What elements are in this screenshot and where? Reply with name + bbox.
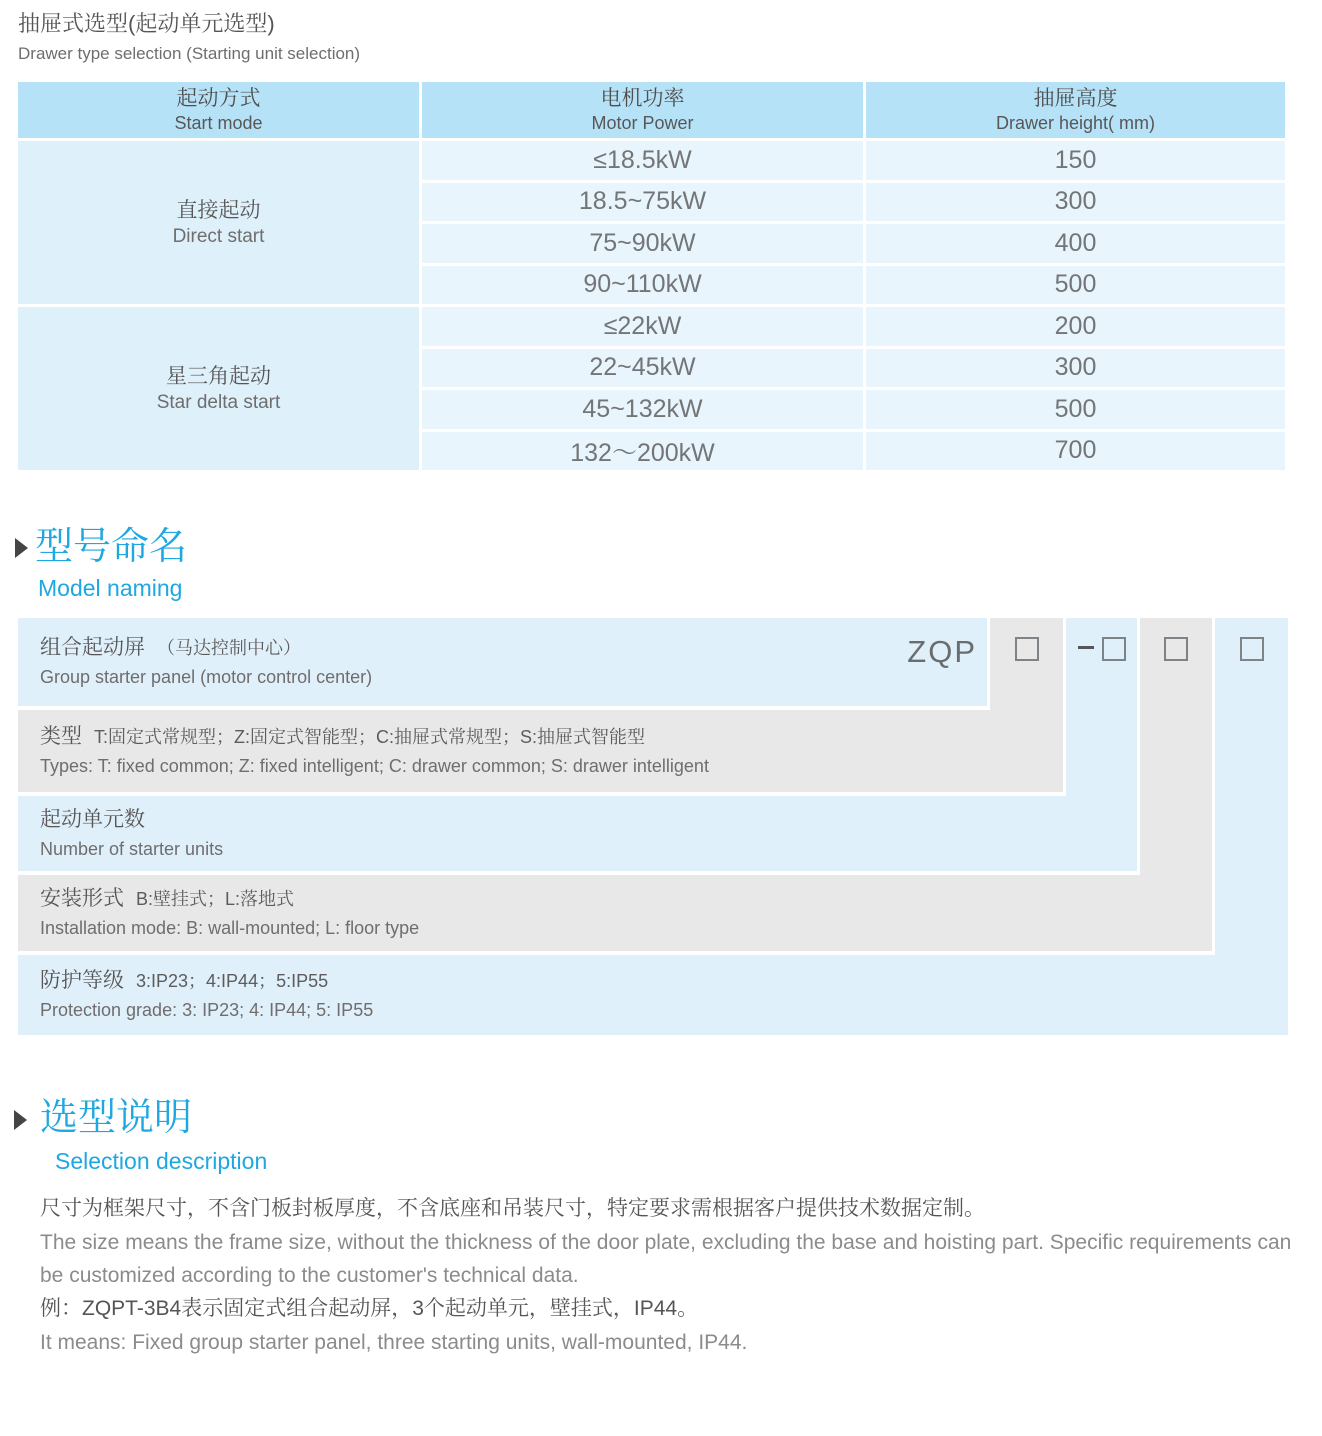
power-cell: 18.5~75kW — [422, 183, 863, 222]
code-box-icon — [1102, 637, 1126, 661]
naming-row-group-starter-panel — [18, 618, 987, 706]
code-column-units — [1066, 618, 1137, 871]
header-label-en: Drawer height( mm) — [995, 113, 1156, 133]
page-title — [18, 10, 360, 65]
header-label-en: Start mode — [174, 113, 263, 133]
naming-label-cn: 起动单元数 — [40, 807, 145, 831]
section-subtitle-selection-description: Selection description — [55, 1148, 268, 1174]
group-cell-star-delta-start — [18, 307, 419, 470]
naming-label-en: Number of starter units — [40, 838, 224, 859]
height-cell: 200 — [866, 307, 1285, 346]
header-label-en: Motor Power — [591, 113, 694, 133]
naming-label-en: Installation mode: B: wall-mounted; L: floor type — [40, 918, 420, 938]
group-label-cn: 直接起动 — [176, 198, 261, 222]
code-column-type — [990, 618, 1063, 792]
description-paragraph: It means: Fixed group starter panel, three starting units, wall-mounted, IP44. — [40, 1331, 748, 1354]
naming-row-protection-grade — [18, 955, 1288, 1035]
height-cell: 300 — [866, 183, 1285, 222]
group-label-cn: 星三角起动 — [166, 364, 271, 388]
group-label-en: Direct start — [172, 225, 265, 247]
power-cell: 22~45kW — [422, 349, 863, 388]
description-paragraph: The size means the frame size, without the thickness of the door plate, excluding the base and hoisting part. Specific requirements can be customized according to the customer's technical data. — [40, 1231, 1292, 1287]
header-cell-start-mode — [18, 82, 419, 138]
naming-label-cn: 安装形式 — [40, 887, 124, 910]
section-title-selection-description: 选型说明 — [40, 1097, 193, 1139]
power-cell: ≤18.5kW — [422, 141, 863, 180]
page-title-en: Drawer type selection (Starting unit selection) — [18, 44, 361, 63]
naming-row-types — [18, 710, 1063, 792]
height-cell: 700 — [866, 432, 1285, 471]
group-cell-direct-start — [18, 141, 419, 304]
naming-row-installation-mode — [18, 875, 1212, 951]
section-title-model-naming: 型号命名 — [35, 526, 188, 568]
code-box-icon — [1015, 637, 1039, 661]
height-cell: 150 — [866, 141, 1285, 180]
page-title-cn: 抽屉式选型(起动单元选型) — [18, 11, 275, 36]
code-box-icon — [1164, 637, 1188, 661]
naming-label-en: Types: T: fixed common; Z: fixed intelligent; C: drawer common; S: drawer intelligent — [40, 756, 709, 776]
header-cell-drawer-height — [866, 82, 1285, 138]
header-cell-motor-power — [422, 82, 863, 138]
power-cell: 75~90kW — [422, 224, 863, 263]
naming-label-cn: 类型 — [40, 725, 82, 748]
height-cell: 500 — [866, 266, 1285, 305]
triangle-bullet-icon — [15, 538, 28, 558]
power-cell: 90~110kW — [422, 266, 863, 305]
model-naming-diagram — [18, 618, 1288, 1035]
height-cell: 300 — [866, 349, 1285, 388]
naming-detail-cn: B:壁挂式；L:落地式 — [136, 889, 295, 909]
naming-label-cn: 组合起动屏 — [40, 636, 145, 659]
drawer-selection-table — [18, 82, 1285, 470]
naming-label-en: Group starter panel (motor control center) — [40, 667, 373, 687]
dash-icon — [1078, 646, 1094, 649]
header-label-cn: 抽屉高度 — [1033, 87, 1118, 110]
height-cell: 500 — [866, 390, 1285, 429]
power-cell: ≤22kW — [422, 307, 863, 346]
naming-label-cn: 防护等级 — [40, 969, 124, 992]
triangle-bullet-icon — [14, 1110, 27, 1130]
selection-description-text — [40, 1192, 1292, 1359]
naming-detail-cn: T:固定式常规型；Z:固定式智能型；C:抽屉式常规型；S:抽屉式智能型 — [94, 727, 646, 747]
header-label-cn: 电机功率 — [600, 87, 685, 110]
model-prefix: ZQP — [907, 634, 977, 669]
height-cell: 400 — [866, 224, 1285, 263]
naming-detail-cn: 3:IP23；4:IP44；5:IP55 — [136, 971, 329, 991]
code-column-installation — [1140, 618, 1212, 951]
naming-label-en: Protection grade: 3: IP23; 4: IP44; 5: IP55 — [40, 1000, 374, 1020]
group-label-en: Star delta start — [156, 391, 281, 413]
naming-detail-cn: （马达控制中心） — [157, 638, 301, 658]
code-box-icon — [1240, 637, 1264, 661]
section-subtitle-model-naming: Model naming — [38, 575, 183, 601]
naming-row-starter-units — [18, 796, 1137, 871]
power-cell: 132～200kW — [422, 432, 863, 471]
code-column-protection — [1215, 618, 1288, 1035]
description-paragraph: 例：ZQPT-3B4表示固定式组合起动屏，3个起动单元，壁挂式，IP44。 — [40, 1297, 699, 1320]
description-paragraph: 尺寸为框架尺寸，不含门板封板厚度，不含底座和吊装尺寸，特定要求需根据客户提供技术数据定制。 — [40, 1197, 985, 1220]
power-cell: 45~132kW — [422, 390, 863, 429]
header-label-cn: 起动方式 — [176, 87, 261, 110]
